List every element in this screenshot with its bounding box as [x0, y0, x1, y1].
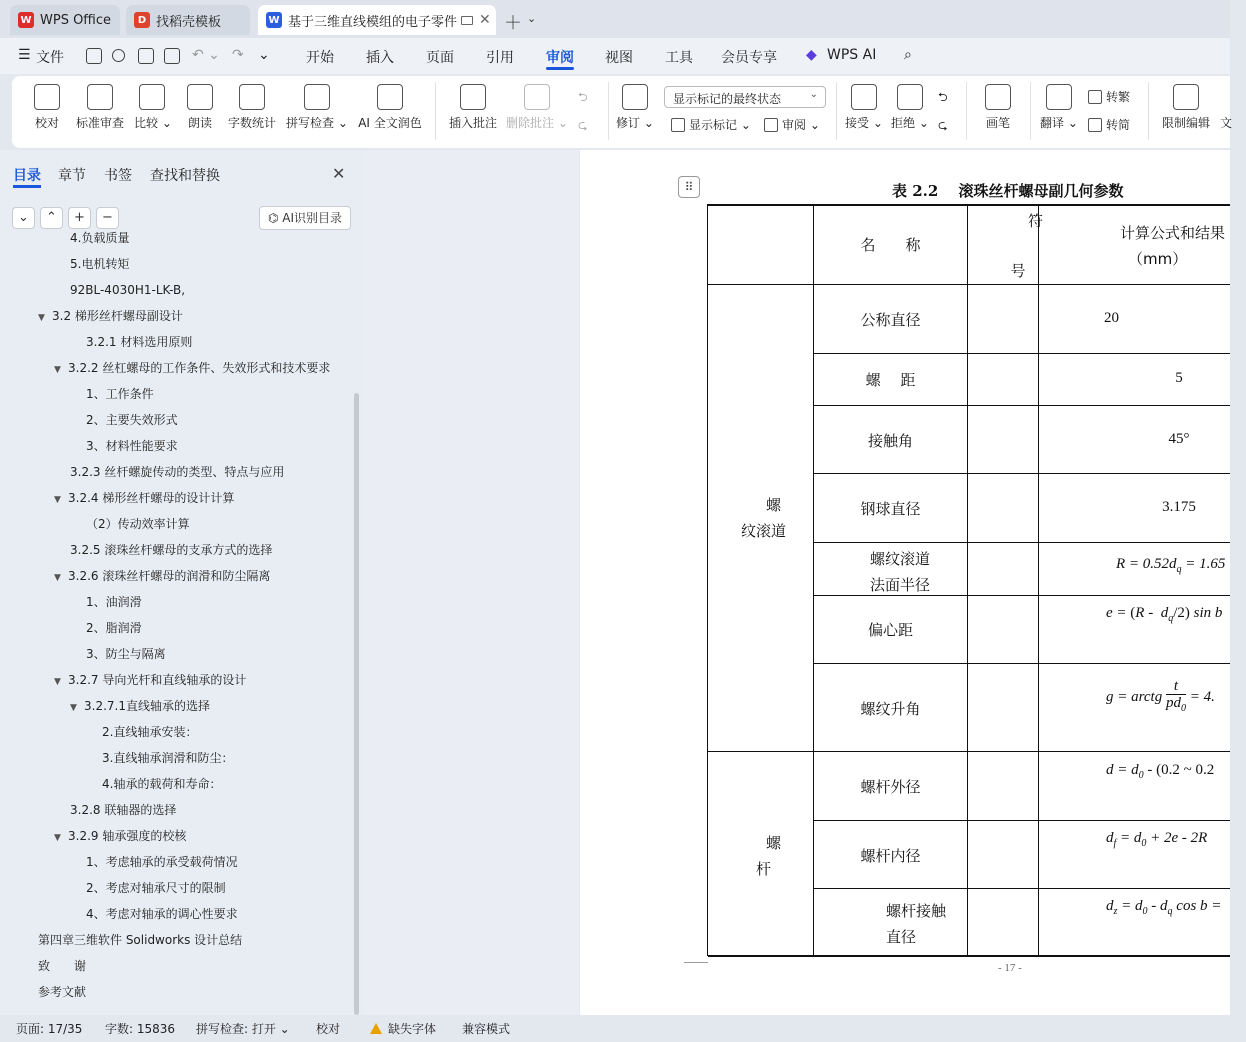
toc-item-label: 4.轴承的载荷和寿命： — [102, 777, 222, 791]
toc-item-label: 4、考虑对轴承的调心性要求 — [86, 907, 238, 921]
close-tab-icon[interactable]: ✕ — [479, 12, 491, 28]
row-name: 螺杆接触直径 — [886, 902, 947, 946]
toc-item-label: 2、主要失效形式 — [86, 413, 178, 427]
compare-icon — [139, 84, 165, 110]
missing-font-status[interactable]: 缺失字体 — [370, 1020, 436, 1037]
menu-review[interactable]: 审阅 — [546, 50, 574, 66]
toc-item-label: 2、考虑对轴承尺寸的限制 — [86, 881, 226, 895]
toc-item[interactable] — [54, 826, 186, 846]
row-value: 5 — [1175, 370, 1183, 386]
toc-item-label: 3.2.5 滚珠丝杆螺母的支承方式的选择 — [70, 543, 273, 557]
ai-icon: ⌬ — [267, 211, 279, 225]
formula-screw-contact-diameter: $d_z = d_0 - d_q$ cos b = — [1106, 898, 1222, 917]
expand-arrow-icon[interactable]: ▼ — [54, 833, 61, 843]
toc-item[interactable] — [70, 800, 176, 820]
tab-label: WPS Office — [40, 12, 112, 28]
toc-item-label: 3.2.6 滚珠丝杆螺母的润滑和防尘隔离 — [68, 569, 271, 583]
spell-check-toggle[interactable]: 拼写检查: 打开 ⌄ — [196, 1022, 290, 1036]
show-markup-button[interactable]: 显示标记 ⌄ — [671, 116, 751, 133]
accept-button[interactable]: 接受 ⌄ — [844, 76, 884, 148]
wps-ai-logo-icon: ◆ — [806, 47, 817, 63]
toc-item[interactable] — [86, 904, 238, 924]
row-value: 20 — [1104, 310, 1119, 326]
menu-file[interactable]: 文件 — [36, 50, 64, 66]
toc-item-label: 3.2.2 丝杠螺母的工作条件、失效形式和技术要求 — [68, 361, 331, 375]
menu-tools[interactable]: 工具 — [665, 50, 693, 66]
formula-screw-outer-diameter: $d = d_0 - (0.2$ ~ 0.2 — [1106, 762, 1215, 781]
navigation-pane — [0, 150, 363, 1015]
previous-comment-icon[interactable]: ⮌ — [578, 90, 588, 104]
tab-toc[interactable]: 目录 — [13, 168, 41, 184]
speaker-icon — [187, 84, 213, 110]
toc-item[interactable] — [54, 670, 246, 690]
toc-item[interactable] — [70, 696, 210, 716]
group-label-screw: 螺 — [765, 834, 781, 852]
toc-item-label: 3.2.7.1直线轴承的选择 — [84, 699, 210, 713]
share-icon[interactable] — [112, 49, 125, 62]
print-icon[interactable] — [138, 48, 154, 64]
table-title: 表 2.2 滚珠丝杆螺母副几何参数 — [892, 182, 1124, 200]
next-change-icon[interactable]: ⮎ — [938, 118, 948, 132]
row-value: 45° — [1168, 431, 1190, 447]
expand-arrow-icon[interactable]: ▼ — [54, 365, 61, 375]
pen-icon — [985, 84, 1011, 110]
expand-level-button[interactable]: ⌃ — [40, 207, 63, 229]
toc-item-label: 3、材料性能要求 — [86, 439, 178, 453]
track-changes-button[interactable]: 修订 ⌄ — [616, 76, 654, 148]
formula-eccentricity: $e = (R - d_q/2)$ sin b — [1106, 605, 1223, 624]
menu-insert[interactable]: 插入 — [366, 50, 394, 66]
track-changes-icon — [622, 84, 648, 110]
accept-icon — [851, 84, 877, 110]
divider — [836, 82, 837, 140]
expand-arrow-icon[interactable]: ▼ — [54, 495, 61, 505]
toc-item-label: 5.电机转矩 — [70, 257, 130, 271]
toc-item[interactable] — [86, 332, 192, 352]
table-header-rule — [708, 284, 1230, 285]
to-simplified-button[interactable]: 转简 — [1088, 116, 1130, 133]
workspace-background — [363, 150, 579, 1015]
toc-item[interactable] — [54, 358, 330, 378]
markup-mode-select[interactable]: 显示标记的最终状态 ⌄ — [664, 86, 826, 108]
save-icon[interactable] — [86, 48, 102, 64]
table-row-rule — [813, 888, 1230, 889]
new-tab-icon[interactable]: ＋ — [504, 13, 522, 34]
table-top-rule — [708, 204, 1230, 206]
toc-item-label: 3.2.7 导向光杆和直线轴承的设计 — [68, 673, 247, 687]
table-row-rule — [813, 663, 1230, 664]
toc-item[interactable] — [86, 618, 142, 638]
comment-delete-icon — [524, 84, 550, 110]
pen-button[interactable]: 画笔 — [980, 76, 1016, 148]
tab-label: 基于三维直线模组的电子零件 — [288, 14, 458, 30]
delete-comment-button[interactable]: 删除批注 ⌄ — [506, 76, 568, 148]
divider — [1148, 82, 1149, 140]
header-symbol-bottom: 号 — [1010, 262, 1026, 280]
menu-home[interactable]: 开始 — [306, 50, 334, 66]
row-name: 螺杆外径 — [860, 778, 921, 796]
row-name: 螺纹升角 — [860, 700, 921, 718]
tab-label: 找稻壳模板 — [156, 14, 222, 30]
table-move-handle-icon[interactable]: ⠿ — [678, 176, 700, 198]
previous-change-icon[interactable]: ⮌ — [938, 90, 948, 104]
tab-docer-templates[interactable] — [126, 5, 250, 35]
page-indicator[interactable]: 页面: 17/35 — [16, 1022, 83, 1036]
lock-doc-icon — [1173, 84, 1199, 110]
toc-item-label: 参考文献 — [38, 985, 87, 999]
standard-review-button[interactable]: 标准审查 — [74, 76, 126, 148]
toc-item[interactable] — [86, 410, 178, 430]
warning-icon — [370, 1023, 382, 1034]
document-button-truncated[interactable]: 文 — [1220, 116, 1233, 130]
reject-icon — [897, 84, 923, 110]
status-bar — [0, 1015, 1230, 1042]
to-traditional-button[interactable]: 转繁 — [1088, 88, 1130, 105]
table-row-rule — [813, 473, 1230, 474]
toc-item[interactable] — [54, 566, 270, 586]
menu-bar — [0, 38, 1230, 74]
compare-button[interactable]: 比较 ⌄ — [134, 76, 170, 148]
read-aloud-button[interactable]: 朗读 — [184, 76, 216, 148]
menu-wps-ai[interactable]: WPS AI — [827, 47, 877, 63]
toc-item-label: （2）传动效率计算 — [86, 517, 190, 531]
collapse-all-button[interactable]: ⌄ — [12, 207, 35, 229]
row-name: 接触角 — [867, 432, 913, 450]
review-pane-icon — [764, 118, 778, 132]
more-icon[interactable]: ⌄ — [258, 47, 270, 63]
toc-item-label: 1、考虑轴承的承受载荷情况 — [86, 855, 238, 869]
formula-lead-angle: g = arctg $\frac{t}{pd_0}$ = 4. — [1106, 678, 1215, 714]
formula-raceway-radius: $R = 0.52d_q = 1.65$ — [1116, 556, 1226, 575]
toc-item-label: 第四章三维软件 Solidworks 设计总结 — [38, 933, 243, 947]
header-unit: （mm） — [1128, 250, 1188, 268]
table-bottom-rule — [708, 955, 1230, 957]
active-menu-indicator — [546, 67, 574, 70]
toc-item[interactable] — [86, 436, 178, 456]
toc-item-label: 3.2.8 联轴器的选择 — [70, 803, 177, 817]
reject-button[interactable]: 拒绝 ⌄ — [890, 76, 930, 148]
chevron-down-icon: ⌄ — [809, 89, 818, 100]
insert-comment-button[interactable]: 插入批注 — [446, 76, 500, 148]
toc-item-label: 92BL-4030H1-LK-B, — [70, 283, 186, 297]
table-row-rule — [813, 820, 1230, 821]
row-name: 螺 距 — [865, 371, 916, 389]
menu-references[interactable]: 引用 — [486, 50, 514, 66]
tab-find-replace[interactable]: 查找和替换 — [150, 168, 220, 184]
toc-item[interactable] — [70, 540, 272, 560]
toc-item-label: 3.直线轴承润滑和防尘： — [102, 751, 234, 765]
close-pane-icon[interactable]: ✕ — [332, 164, 346, 183]
table-row-rule — [813, 405, 1230, 406]
toc-item[interactable] — [102, 722, 197, 742]
toc-item[interactable] — [86, 384, 154, 404]
tab-bar — [0, 0, 1230, 38]
show-markup-icon — [671, 118, 685, 132]
hamburger-icon[interactable]: ☰ — [18, 47, 31, 63]
redo-icon[interactable]: ↷ — [232, 47, 244, 63]
menu-membership[interactable]: 会员专享 — [721, 50, 777, 66]
toc-item[interactable] — [102, 748, 233, 768]
print-preview-icon[interactable] — [164, 48, 180, 64]
word-count-icon — [239, 84, 265, 110]
undo-icon[interactable]: ↶ ⌄ — [192, 47, 220, 63]
docer-icon: D — [134, 12, 150, 28]
group-label-raceway: 纹滚道 — [740, 522, 786, 540]
next-comment-icon[interactable]: ⮎ — [578, 118, 588, 132]
tab-sections[interactable]: 章节 — [58, 168, 86, 184]
word-doc-icon: W — [266, 12, 282, 28]
table-row-rule — [813, 353, 1230, 354]
proofread-button[interactable]: 校对 — [30, 76, 64, 148]
toc-item[interactable] — [102, 774, 221, 794]
toc-item[interactable] — [70, 254, 129, 274]
toc-item[interactable] — [54, 488, 234, 508]
table-col-rule — [1038, 204, 1039, 956]
toc-item[interactable] — [38, 956, 86, 976]
divider — [608, 82, 609, 140]
toc-item-label: 致 谢 — [38, 959, 87, 973]
wps-logo-icon: W — [18, 12, 34, 28]
add-heading-button[interactable]: + — [68, 207, 91, 229]
search-icon[interactable]: ⌕ — [904, 47, 912, 63]
row-name: 偏心距 — [867, 621, 913, 639]
formula-screw-inner-diameter: $d_f = d_0 + 2e - 2R$ — [1106, 830, 1208, 849]
simplified-icon — [1088, 118, 1102, 132]
toc-scrollbar[interactable] — [354, 393, 359, 1015]
expand-arrow-icon[interactable]: ▼ — [38, 313, 45, 323]
ribbon-review — [12, 76, 1233, 148]
tab-bookmarks[interactable]: 书签 — [104, 168, 132, 184]
table-row-rule — [813, 542, 1230, 543]
row-name: 公称直径 — [860, 311, 921, 329]
tab-current-document[interactable] — [258, 5, 496, 35]
divider — [435, 82, 436, 140]
proofread-status[interactable]: 校对 — [316, 1022, 341, 1036]
menu-page[interactable]: 页面 — [426, 50, 454, 66]
toc-item[interactable] — [38, 930, 242, 950]
toc-item[interactable] — [86, 878, 226, 898]
word-count-button[interactable]: 字数统计 — [226, 76, 278, 148]
spell-check-icon — [304, 84, 330, 110]
table-col-rule — [967, 204, 968, 956]
row-value: 3.175 — [1162, 499, 1196, 515]
ai-polish-button[interactable]: AI 全文润色 — [356, 76, 424, 148]
toc-item-label: 3.2.9 轴承强度的校核 — [68, 829, 187, 843]
toc-item-label: 2.直线轴承安装： — [102, 725, 198, 739]
divider — [1030, 82, 1031, 140]
translate-icon — [1046, 84, 1072, 110]
proofread-icon — [34, 84, 60, 110]
toc-item[interactable] — [70, 280, 185, 300]
comment-add-icon — [460, 84, 486, 110]
active-tab-indicator — [13, 185, 41, 188]
row-name: 螺杆内径 — [860, 847, 921, 865]
toc-item[interactable] — [86, 514, 190, 534]
spell-check-button[interactable]: 拼写检查 ⌄ — [286, 76, 348, 148]
header-symbol-top: 符 — [1028, 212, 1044, 230]
toc-item-label: 3.2.1 材料选用原则 — [86, 335, 193, 349]
word-count-indicator[interactable]: 字数: 15836 — [105, 1022, 176, 1036]
toc-item[interactable] — [86, 852, 238, 872]
standard-review-icon — [87, 84, 113, 110]
toc-item[interactable] — [38, 982, 86, 1002]
expand-arrow-icon[interactable]: ▼ — [54, 573, 61, 583]
group-label-screw: 杆 — [755, 860, 771, 878]
monitor-icon[interactable] — [461, 16, 473, 25]
toc-item-label: 3、防尘与隔离 — [86, 647, 166, 661]
toc-item[interactable] — [38, 306, 183, 326]
header-formula: 计算公式和结果 — [1120, 224, 1226, 242]
magic-wand-icon — [377, 84, 403, 110]
toc-item[interactable] — [70, 462, 284, 482]
compat-mode-status: 兼容模式 — [462, 1022, 511, 1036]
toc-list — [0, 231, 355, 1015]
page-corner-mark — [684, 962, 708, 986]
remove-heading-button[interactable]: − — [96, 207, 119, 229]
chevron-down-icon[interactable]: ⌄ — [527, 12, 537, 25]
traditional-icon — [1088, 90, 1102, 104]
toc-item-label: 1、工作条件 — [86, 387, 154, 401]
divider — [966, 82, 967, 140]
expand-arrow-icon[interactable]: ▼ — [54, 677, 61, 687]
tab-wps-office[interactable] — [10, 5, 120, 35]
menu-view[interactable]: 视图 — [605, 50, 633, 66]
toc-item-label: 3.2.3 丝杆螺旋传动的类型、特点与应用 — [70, 465, 285, 479]
toc-item[interactable] — [86, 644, 166, 664]
toc-item[interactable] — [70, 228, 129, 248]
review-pane-button[interactable]: 审阅 ⌄ — [764, 116, 820, 133]
document-page — [580, 150, 1230, 1015]
table-group-rule — [708, 751, 1230, 752]
header-name: 名 称 — [860, 236, 921, 254]
translate-button[interactable]: 翻译 ⌄ — [1040, 76, 1078, 148]
group-label-raceway: 螺 — [765, 496, 781, 514]
ai-toc-button[interactable]: ⌬ AI识别目录 — [259, 206, 351, 230]
toc-item-label: 4.负载质量 — [70, 231, 130, 245]
row-name: 螺纹滚道法面半径 — [870, 550, 931, 594]
toc-item-label: 2、脂润滑 — [86, 621, 142, 635]
expand-arrow-icon[interactable]: ▼ — [70, 703, 77, 713]
toc-item-label: 1、油润滑 — [86, 595, 142, 609]
toc-item[interactable] — [86, 592, 142, 612]
toc-item-label: 3.2 梯形丝杆螺母副设计 — [52, 309, 183, 323]
page-number: - 17 - — [998, 962, 1022, 974]
restrict-edit-button[interactable]: 限制编辑 — [1158, 76, 1214, 148]
toc-item-label: 3.2.4 梯形丝杆螺母的设计计算 — [68, 491, 235, 505]
row-name: 钢球直径 — [860, 500, 921, 518]
